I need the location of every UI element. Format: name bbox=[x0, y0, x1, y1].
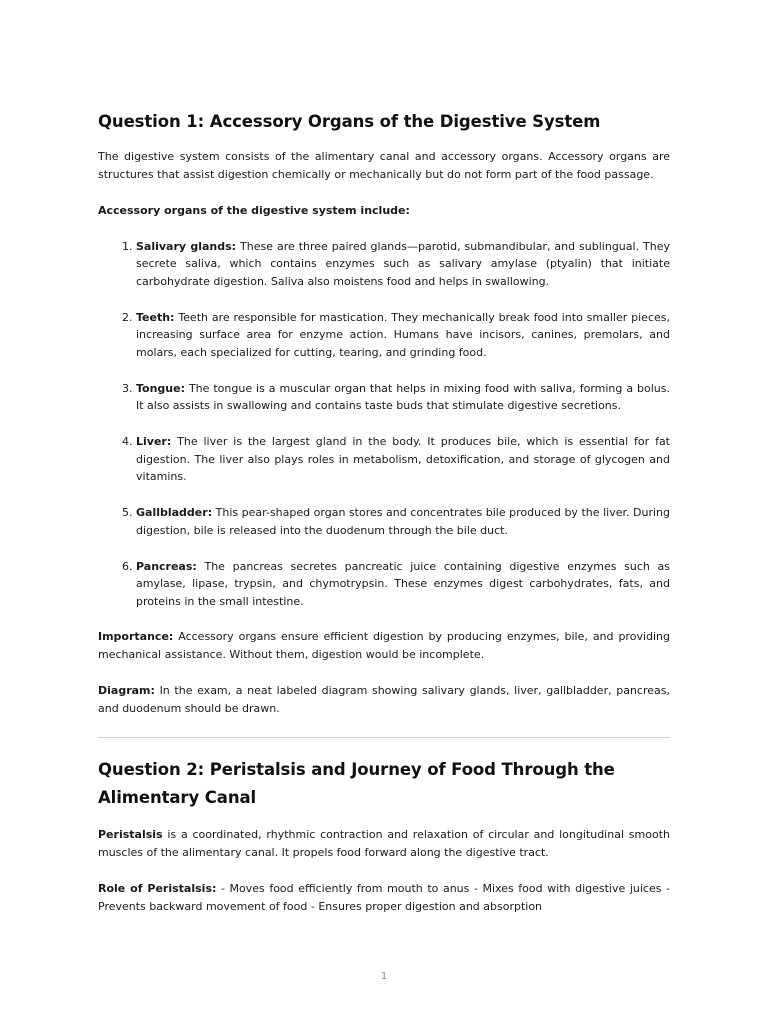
list-item bbox=[98, 558, 670, 611]
list-item bbox=[98, 380, 670, 415]
list-item-number: 6. bbox=[122, 559, 133, 573]
page-number: 1 bbox=[380, 971, 388, 982]
peristalsis-label: Peristalsis bbox=[98, 828, 163, 841]
question-1-intro: The digestive system consists of the alimentary canal and accessory organs. Accessory organs are structures that assist digestion chemically or mechanically but do not form part of the food passage. bbox=[98, 150, 670, 181]
diagram-text: In the exam, a neat labeled diagram showing salivary glands, liver, gallbladder, pancreas, and duodenum should be drawn. bbox=[98, 684, 670, 715]
list-item-text: The tongue is a muscular organ that helps in mixing food with saliva, forming a bolus. It also assists in swallowing and contains taste buds that stimulate digestive secretions. bbox=[136, 381, 670, 412]
list-item-term: Gallbladder: bbox=[136, 506, 213, 519]
accessory-organs-list-heading: Accessory organs of the digestive system include: bbox=[98, 204, 410, 217]
list-item-text: This pear-shaped organ stores and concentrates bile produced by the liver. During digestion, bile is released into the duodenum through the bile duct. bbox=[136, 506, 670, 537]
peristalsis-text: is a coordinated, rhythmic contraction and relaxation of circular and longitudinal smooth muscles of the alimentary canal. It propels food forward along the digestive tract. bbox=[98, 828, 670, 859]
list-item-text: These are three paired glands—parotid, submandibular, and sublingual. They secrete saliva, which contains enzymes such as salivary amylase (ptyalin) that initiate carbohydrate digestion. Saliva also moistens food and helps in swallowing. bbox=[136, 239, 671, 288]
accessory-organs-list bbox=[98, 238, 670, 611]
list-item-term: Salivary glands: bbox=[136, 239, 237, 253]
list-item-text: The liver is the largest gland in the body. It produces bile, which is essential for fat digestion. The liver also plays roles in metabolism, detoxification, and storage of glycogen and vitamins. bbox=[136, 435, 670, 483]
list-item-term: Tongue: bbox=[136, 381, 185, 395]
role-label: Role of Peristalsis: bbox=[98, 882, 217, 895]
list-item-text: Teeth are responsible for mastication. They mechanically break food into smaller pieces, increasing surface area for enzyme action. Humans have incisors, canines, premolars, and molars, each specialized for cutting, tearing, and grinding food. bbox=[136, 310, 670, 359]
peristalsis-paragraph bbox=[98, 826, 670, 861]
role-paragraph bbox=[98, 880, 670, 915]
section-divider bbox=[98, 737, 670, 738]
list-item bbox=[98, 309, 670, 362]
list-item bbox=[98, 238, 670, 291]
list-item-number: 1. bbox=[122, 239, 133, 253]
list-item-number: 5. bbox=[122, 506, 133, 519]
role-text: - Moves food efficiently from mouth to anus - Mixes food with digestive juices - Prevents backward movement of food - Ensures proper digestion and absorption bbox=[98, 882, 670, 913]
importance-text: Accessory organs ensure efficient digestion by producing enzymes, bile, and providing mechanical assistance. Without them, digestion would be incomplete. bbox=[98, 630, 670, 661]
list-item-number: 2. bbox=[122, 310, 133, 324]
list-item-term: Pancreas: bbox=[136, 559, 197, 573]
list-item-text: The pancreas secretes pancreatic juice containing digestive enzymes such as amylase, lipase, trypsin, and chymotrypsin. These enzymes digest carbohydrates, fats, and proteins in the small intestine. bbox=[136, 559, 670, 608]
question-1-heading: Question 1: Accessory Organs of the Digestive System bbox=[98, 112, 601, 131]
question-2-heading: Question 2: Peristalsis and Journey of Food Through the Alimentary Canal bbox=[98, 760, 615, 807]
list-item-number: 4. bbox=[122, 435, 133, 448]
importance-label: Importance: bbox=[98, 630, 174, 643]
importance-paragraph bbox=[98, 628, 670, 663]
diagram-label: Diagram: bbox=[98, 684, 155, 697]
list-item bbox=[98, 433, 670, 486]
list-item-term: Liver: bbox=[136, 435, 172, 448]
list-item-number: 3. bbox=[122, 381, 133, 395]
document-page bbox=[98, 108, 670, 915]
list-item bbox=[98, 504, 670, 539]
diagram-paragraph bbox=[98, 682, 670, 717]
list-item-term: Teeth: bbox=[136, 310, 175, 324]
